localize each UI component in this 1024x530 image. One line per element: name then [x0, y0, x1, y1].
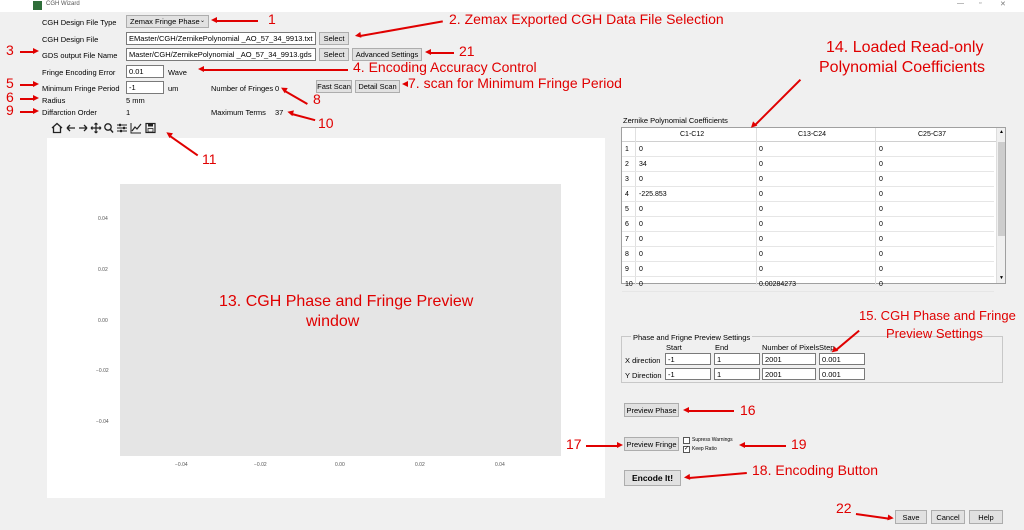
table-cell: 34 [639, 161, 647, 168]
fast-scan-button[interactable]: Fast Scan [317, 82, 351, 91]
scroll-down-icon[interactable]: ▼ [999, 275, 1004, 281]
gds-select-button[interactable]: Select [319, 48, 349, 61]
annotation-3: 3 [6, 42, 14, 58]
table-cell: 0 [639, 146, 643, 153]
row-index: 6 [625, 221, 629, 228]
table-cell: 0 [879, 161, 883, 168]
annotation-18: 18. Encoding Button [752, 462, 879, 478]
x-tick-label: 0.00 [335, 462, 345, 468]
annotation-1: 1 [268, 11, 276, 27]
annotation-arrow [20, 98, 34, 100]
keep-ratio-checkbox[interactable]: ✓ [684, 446, 690, 452]
scroll-up-icon[interactable]: ▲ [999, 129, 1004, 135]
min-period-input[interactable]: -1 [126, 81, 164, 94]
cancel-button[interactable]: Cancel [931, 510, 965, 524]
x-pixels-input[interactable]: 2001 [762, 353, 816, 365]
annotation-arrow [430, 52, 454, 54]
max-terms-value: 37 [275, 108, 284, 117]
table-cell: 0 [639, 221, 643, 228]
annotation-arrow [688, 410, 734, 412]
num-fringes-value: 0 [275, 84, 280, 93]
annotation-arrow [216, 20, 258, 22]
design-file-label: CGH Design File [42, 35, 99, 44]
table-cell: 0 [879, 146, 883, 153]
table-cell: 0 [759, 146, 763, 153]
design-file-select-button[interactable]: Select [319, 32, 349, 45]
col-step-label: Step [819, 343, 835, 352]
table-cell: 0 [879, 176, 883, 183]
table-cell: 0 [879, 221, 883, 228]
annotation-21: 21 [459, 43, 475, 59]
design-type-dropdown[interactable] [126, 15, 209, 28]
table-row[interactable] [622, 142, 994, 157]
table-row[interactable] [622, 202, 994, 217]
encode-button[interactable]: Encode It! [624, 470, 681, 486]
y-end-input[interactable]: 1 [714, 368, 760, 380]
design-file-input[interactable]: EMaster/CGH/ZernikePolynomial _AO_57_34_9913.txt [126, 32, 316, 45]
save-button[interactable]: Save [895, 510, 927, 524]
column-header: C13-C24 [798, 131, 827, 138]
plot-toolbar [50, 122, 170, 134]
col-end-label: End [715, 343, 729, 352]
annotation-14: 14. Loaded Read-only [826, 39, 984, 56]
table-cell: 0 [759, 266, 763, 273]
table-cell: 0 [639, 176, 643, 183]
annotation-15: 15. CGH Phase and Fringe [859, 308, 1016, 323]
design-type-label: CGH Design File Type [42, 18, 117, 27]
maximize-button[interactable]: ▫ [979, 0, 982, 7]
scroll-thumb[interactable] [998, 142, 1005, 236]
annotation-6: 6 [6, 89, 14, 105]
window-title: CGH Wizard [46, 1, 80, 7]
table-row[interactable] [622, 247, 994, 262]
row-index: 8 [625, 251, 629, 258]
advanced-settings-button[interactable]: Advanced Settings [352, 48, 422, 61]
annotation-arrow [856, 513, 889, 519]
minimize-button[interactable]: — [957, 0, 964, 7]
annotation-7: 7. scan for Minimum Fringe Period [408, 75, 622, 91]
table-cell: 0 [879, 251, 883, 258]
table-cell: 0 [639, 281, 643, 288]
annotation-arrow [744, 445, 786, 447]
x-tick-label: −0.04 [175, 462, 188, 468]
row-index: 9 [625, 266, 629, 273]
back-arrow-icon[interactable] [67, 125, 75, 131]
min-period-unit: um [168, 84, 179, 93]
table-cell: 0 [639, 206, 643, 213]
configure-subplots-icon[interactable] [117, 124, 127, 132]
annotation-arrow [20, 84, 34, 86]
x-tick-label: 0.04 [495, 462, 505, 468]
table-row[interactable] [622, 232, 994, 247]
annotation-4: 4. Encoding Accuracy Control [353, 59, 537, 75]
radius-value: 5 mm [126, 96, 145, 105]
table-cell: 0 [759, 221, 763, 228]
y-tick-label: −0.02 [96, 368, 109, 374]
y-start-input[interactable]: -1 [665, 368, 711, 380]
table-row[interactable] [622, 187, 994, 202]
preview-settings-title: Phase and Frigne Preview Settings [633, 333, 751, 342]
annotation-arrow [285, 90, 308, 104]
table-row[interactable] [622, 277, 994, 292]
table-scrollbar[interactable] [996, 128, 1005, 283]
preview-phase-button[interactable]: Preview Phase [624, 403, 679, 417]
annotation-13-line2: window [306, 313, 360, 330]
row-index: 2 [625, 161, 629, 168]
keep-ratio-label: Keep Ratio [692, 446, 717, 452]
table-cell: 0 [879, 266, 883, 273]
encoding-error-label: Fringe Encoding Error [42, 68, 116, 77]
min-period-label: Minimum Fringe Period [42, 84, 120, 93]
row-index: 4 [625, 191, 629, 198]
table-cell: 0 [759, 206, 763, 213]
table-row[interactable] [622, 157, 994, 172]
zernike-table[interactable] [621, 127, 1006, 288]
x-tick-label: 0.02 [415, 462, 425, 468]
table-cell: 0 [759, 236, 763, 243]
annotation-5: 5 [6, 75, 14, 91]
table-cell: 0 [759, 191, 763, 198]
row-index: 3 [625, 176, 629, 183]
zernike-title: Zernike Polynomial Coefficients [623, 116, 728, 125]
table-cell: 0.00284273 [759, 281, 796, 288]
annotation-arrow [203, 69, 348, 71]
annotation-arrow [20, 111, 34, 113]
edit-axis-icon[interactable] [131, 123, 141, 133]
y-tick-label: 0.04 [98, 216, 108, 222]
annotation-22: 22 [836, 500, 852, 516]
y-step-input[interactable]: 0.001 [819, 368, 865, 380]
table-cell: 0 [639, 236, 643, 243]
y-tick-label: 0.00 [98, 318, 108, 324]
help-button[interactable]: Help [969, 510, 1003, 524]
annotation-9: 9 [6, 102, 14, 118]
annotation-17: 17 [566, 436, 582, 452]
annotation-10: 10 [318, 115, 334, 131]
forward-arrow-icon[interactable] [79, 125, 87, 131]
x-tick-label: −0.02 [254, 462, 267, 468]
diffraction-order-label: Diffarction Order [42, 108, 97, 117]
x-start-input[interactable]: -1 [665, 353, 711, 365]
annotation-8: 8 [313, 91, 321, 107]
annotation-arrow [586, 445, 618, 447]
table-cell: 0 [879, 206, 883, 213]
y-tick-label: −0.04 [96, 419, 109, 425]
row-index: 1 [625, 146, 629, 153]
col-start-label: Start [666, 343, 682, 352]
annotation-arrow [20, 51, 34, 53]
suppress-warnings-checkbox[interactable] [683, 437, 690, 444]
table-row[interactable] [622, 217, 994, 232]
app-icon [33, 1, 42, 10]
table-row[interactable] [622, 172, 994, 187]
y-pixels-input[interactable]: 2001 [762, 368, 816, 380]
x-end-input[interactable]: 1 [714, 353, 760, 365]
x-direction-label: X direction [625, 356, 661, 365]
annotation-arrow [689, 472, 747, 479]
table-cell: 0 [879, 236, 883, 243]
num-fringes-label: Number of Fringes [211, 84, 274, 93]
x-step-input[interactable]: 0.001 [819, 353, 865, 365]
annotation-13: 13. CGH Phase and Fringe Preview [219, 293, 474, 310]
gds-output-input[interactable]: Master/CGH/ZernikePolynomial _AO_57_34_9913.gds [126, 48, 316, 61]
home-icon[interactable] [52, 124, 62, 133]
diffraction-order-value: 1 [126, 108, 131, 117]
annotation-arrow [754, 79, 800, 125]
annotation-14-line2: Polynomial Coefficients [819, 59, 986, 76]
preview-fringe-button[interactable]: Preview Fringe [624, 437, 679, 451]
row-index: 5 [625, 206, 629, 213]
annotation-16: 16 [740, 402, 756, 418]
table-cell: 0 [759, 176, 763, 183]
row-index: 7 [625, 236, 629, 243]
col-pixels-label: Number of Pixels [762, 343, 820, 352]
design-type-value: Zemax Fringe Phase [130, 17, 200, 26]
pan-icon[interactable] [91, 123, 101, 133]
gds-output-label: GDS output File Name [42, 51, 118, 60]
radius-label: Radius [42, 96, 66, 105]
y-tick-label: 0.02 [98, 267, 108, 273]
table-cell: 0 [639, 251, 643, 258]
column-header: C25-C37 [918, 131, 947, 138]
column-header: C1-C12 [680, 131, 705, 138]
suppress-warnings-label: Supress Warnings [692, 437, 733, 443]
max-terms-label: Maximum Terms [211, 108, 266, 117]
annotation-arrow [292, 113, 316, 121]
chevron-down-icon: ⌄ [199, 18, 205, 24]
annotation-11: 11 [202, 151, 217, 167]
annotation-arrow [360, 20, 443, 36]
table-row[interactable] [622, 262, 994, 277]
annotation-2: 2. Zemax Exported CGH Data File Selection [449, 11, 724, 27]
table-cell: 0 [879, 281, 883, 288]
encoding-error-input[interactable]: 0.01 [126, 65, 164, 78]
zoom-icon[interactable] [105, 124, 113, 133]
table-header [622, 128, 1005, 142]
detail-scan-button[interactable]: Detail Scan [355, 80, 400, 93]
encoding-error-unit: Wave [168, 68, 187, 77]
table-cell: 0 [879, 191, 883, 198]
table-cell: 0 [639, 266, 643, 273]
table-cell: 0 [759, 251, 763, 258]
annotation-15-line2: Preview Settings [886, 326, 983, 341]
save-icon[interactable] [146, 124, 155, 133]
table-cell: -225.853 [639, 191, 667, 198]
row-index: 10 [625, 281, 633, 288]
annotation-19: 19 [791, 436, 807, 452]
y-direction-label: Y Direction [625, 371, 662, 380]
table-cell: 0 [759, 161, 763, 168]
close-button[interactable]: ✕ [1000, 1, 1006, 8]
